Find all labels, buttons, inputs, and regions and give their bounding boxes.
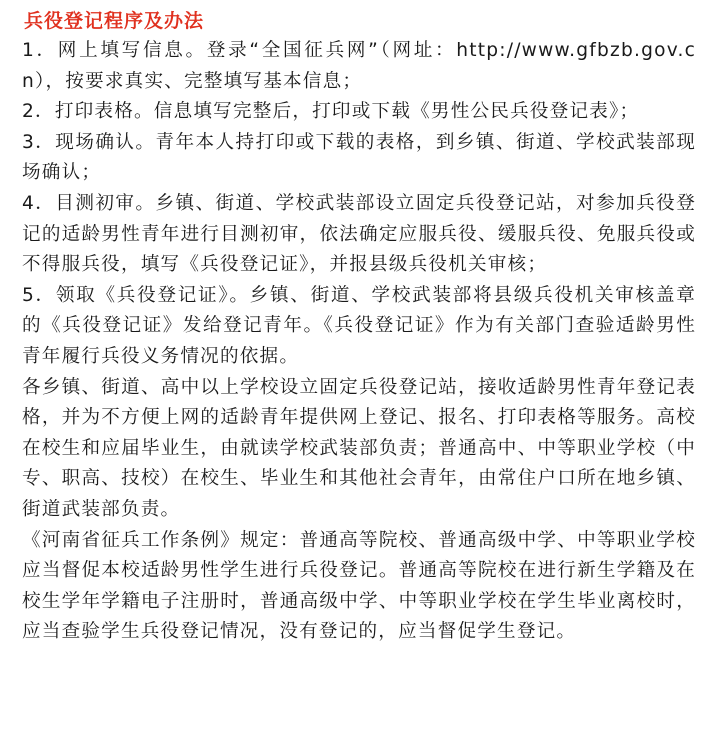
regulation-paragraph: 《河南省征兵工作条例》规定：普通高等院校、普通高级中学、中等职业学校应当督促本校适龄男性学生进行兵役登记。普通高等院校在进行新生学籍及在校生学年学籍电子注册时，普通高级中学、中等职业学校在学生毕业离校时，应当查验学生兵役登记情况，没有登记的，应当督促学生登记。: [22, 529, 696, 643]
article-body: [22, 36, 696, 648]
step-2-paragraph: 2．打印表格。信息填写完整后，打印或下载《男性公民兵役登记表》；: [22, 101, 640, 123]
step-1-paragraph: 1．网上填写信息。登录“全国征兵网”（网址：http://www.gfbzb.gov.cn），按要求真实、完整填写基本信息；: [22, 40, 696, 92]
step-5-paragraph: 5．领取《兵役登记证》。乡镇、街道、学校武装部将县级兵役机关审核盖章的《兵役登记证》发给登记青年。《兵役登记证》作为有关部门查验适龄男性青年履行兵役义务情况的依据。: [22, 284, 696, 367]
step-4-paragraph: 4．目测初审。乡镇、街道、学校武装部设立固定兵役登记站，对参加兵役登记的适龄男性青年进行目测初审，依法确定应服兵役、缓服兵役、免服兵役或不得服兵役，填写《兵役登记证》，并报县级兵役机关审核；: [22, 192, 696, 276]
step-3-paragraph: 3．现场确认。青年本人持打印或下载的表格，到乡镇、街道、学校武装部现场确认；: [22, 131, 696, 184]
article-title: 兵役登记程序及办法: [24, 10, 205, 32]
registration-station-paragraph: 各乡镇、街道、高中以上学校设立固定兵役登记站，接收适龄男性青年登记表格，并为不方便上网的适龄青年提供网上登记、报名、打印表格等服务。高校在校生和应届毕业生，由就读学校武装部负责；普通高中、中等职业学校（中专、职高、技校）在校生、毕业生和其他社会青年，由常住户口所在地乡镇、街道武装部负责。: [22, 376, 696, 520]
